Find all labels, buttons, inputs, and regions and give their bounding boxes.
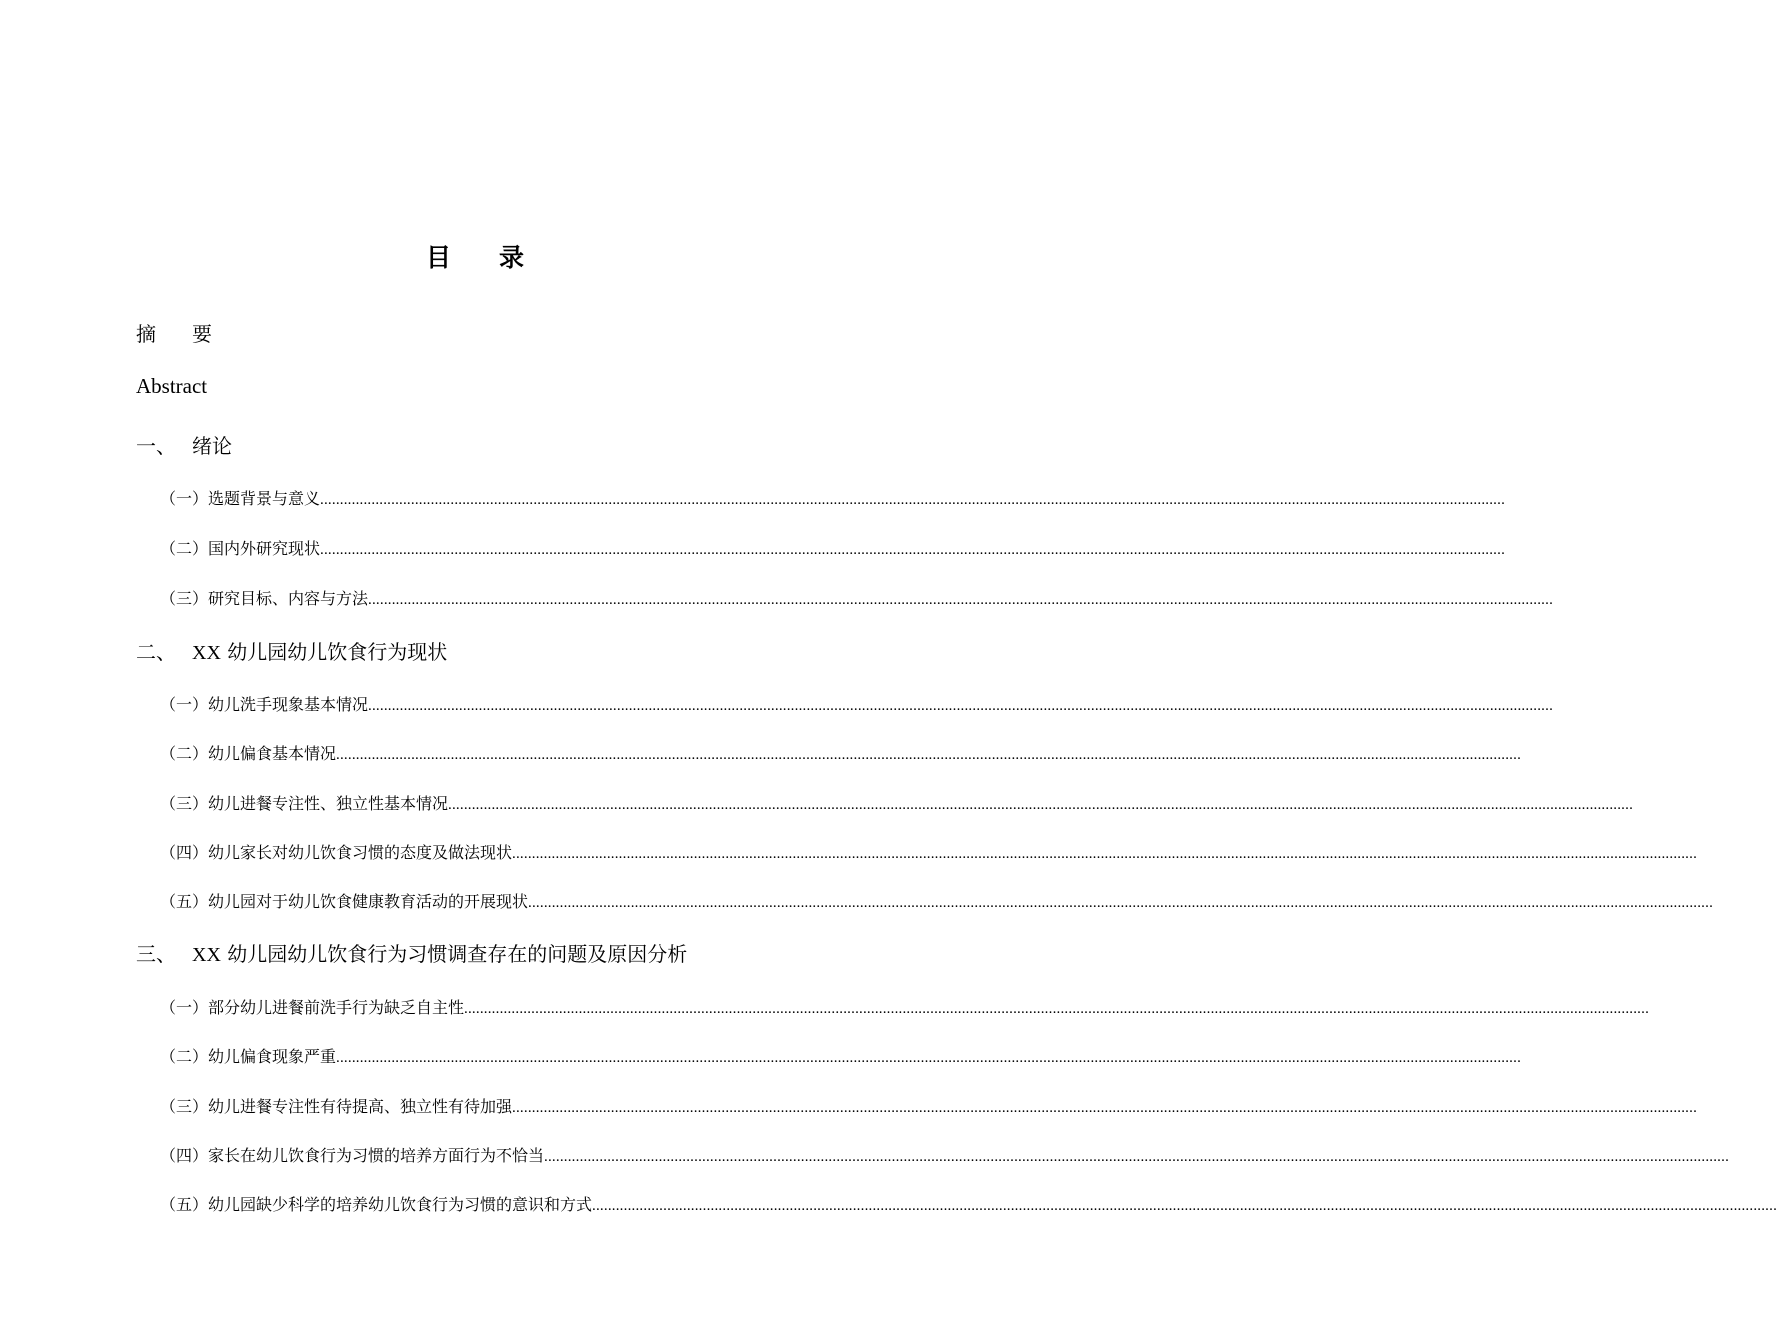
abstract-cn-char-2: 要 [192, 322, 212, 346]
dot-leader: ............................................................................................................................................................................................................................................................................................................ [464, 1001, 1650, 1017]
dot-leader: ............................................................................................................................................................................................................................................................................................................ [544, 1149, 1730, 1165]
chapter-number: 三、 [136, 942, 176, 966]
section-label: （三）幼儿进餐专注性、独立性基本情况 [160, 794, 449, 813]
toc-chapter-1[interactable] [136, 430, 814, 459]
section-label: （四）幼儿家长对幼儿饮食习惯的态度及做法现状 [160, 843, 513, 862]
chapter-title: 幼儿园幼儿饮食行为现状 [227, 640, 448, 664]
section-label: （二）幼儿偏食基本情况 [160, 744, 337, 763]
dot-leader: ............................................................................................................................................................................................................................................................................................................ [336, 747, 1522, 763]
section-label: （一）幼儿洗手现象基本情况 [160, 695, 369, 714]
section-label: （五）幼儿园对于幼儿饮食健康教育活动的开展现状 [160, 892, 529, 911]
section-label: （二）国内外研究现状 [160, 539, 321, 558]
chapter-title-prefix: XX [192, 944, 221, 966]
chapter-title-prefix: XX [192, 642, 221, 664]
section-label: （二）幼儿偏食现象严重 [160, 1047, 337, 1066]
toc-title-char-2: 录 [499, 243, 525, 272]
chapter-title: 绪论 [192, 434, 232, 458]
toc-section-3-1[interactable] [160, 995, 1650, 1018]
section-label: （四）家长在幼儿饮食行为习惯的培养方面行为不恰当 [160, 1146, 545, 1165]
toc-section-2-1[interactable] [160, 692, 1554, 715]
toc-section-1-2[interactable] [160, 536, 1506, 559]
toc-section-2-5[interactable] [160, 889, 1714, 912]
toc-section-1-1[interactable] [160, 486, 1506, 509]
toc-chapter-2[interactable] [136, 636, 814, 665]
toc-entry-abstract-en[interactable]: Abstract [136, 374, 208, 398]
section-label: （五）幼儿园缺少科学的培养幼儿饮食行为习惯的意识和方式 [160, 1195, 593, 1214]
section-label: （三）幼儿进餐专注性有待提高、独立性有待加强 [160, 1097, 513, 1116]
toc-section-3-2[interactable] [160, 1044, 1522, 1067]
toc-entry-abstract-cn[interactable] [136, 318, 814, 347]
toc-section-2-2[interactable] [160, 741, 1522, 764]
dot-leader: ............................................................................................................................................................................................................................................................................................................ [320, 492, 1506, 508]
section-label: （一）部分幼儿进餐前洗手行为缺乏自主性 [160, 998, 465, 1017]
toc-section-2-3[interactable] [160, 791, 1634, 814]
toc-section-2-4[interactable] [160, 840, 1698, 863]
dot-leader: ............................................................................................................................................................................................................................................................................................................ [512, 1100, 1698, 1116]
dot-leader: ............................................................................................................................................................................................................................................................................................................ [528, 895, 1714, 911]
dot-leader: ............................................................................................................................................................................................................................................................................................................ [320, 542, 1506, 558]
abstract-cn-char-1: 摘 [136, 322, 156, 346]
toc-section-3-5[interactable] [160, 1192, 1777, 1215]
section-label: （一）选题背景与意义 [160, 489, 321, 508]
chapter-number: 一、 [136, 434, 176, 458]
chapter-title: 幼儿园幼儿饮食行为习惯调查存在的问题及原因分析 [227, 942, 688, 966]
chapter-number: 二、 [136, 640, 176, 664]
dot-leader: ............................................................................................................................................................................................................................................................................................................ [512, 846, 1698, 862]
toc-section-3-4[interactable] [160, 1143, 1730, 1166]
dot-leader: ............................................................................................................................................................................................................................................................................................................ [368, 592, 1554, 608]
dot-leader: ............................................................................................................................................................................................................................................................................................................ [368, 698, 1554, 714]
dot-leader: ............................................................................................................................................................................................................................................................................................................ [336, 1050, 1522, 1066]
toc-section-3-3[interactable] [160, 1094, 1698, 1117]
section-label: （三）研究目标、内容与方法 [160, 589, 369, 608]
dot-leader: ............................................................................................................................................................................................................................................................................................................ [592, 1198, 1777, 1214]
toc-chapter-3[interactable] [136, 938, 814, 967]
toc-title-char-1: 目 [425, 243, 451, 272]
dot-leader: ............................................................................................................................................................................................................................................................................................................ [448, 797, 1634, 813]
toc-section-1-3[interactable] [160, 586, 1554, 609]
toc-title [0, 238, 950, 274]
